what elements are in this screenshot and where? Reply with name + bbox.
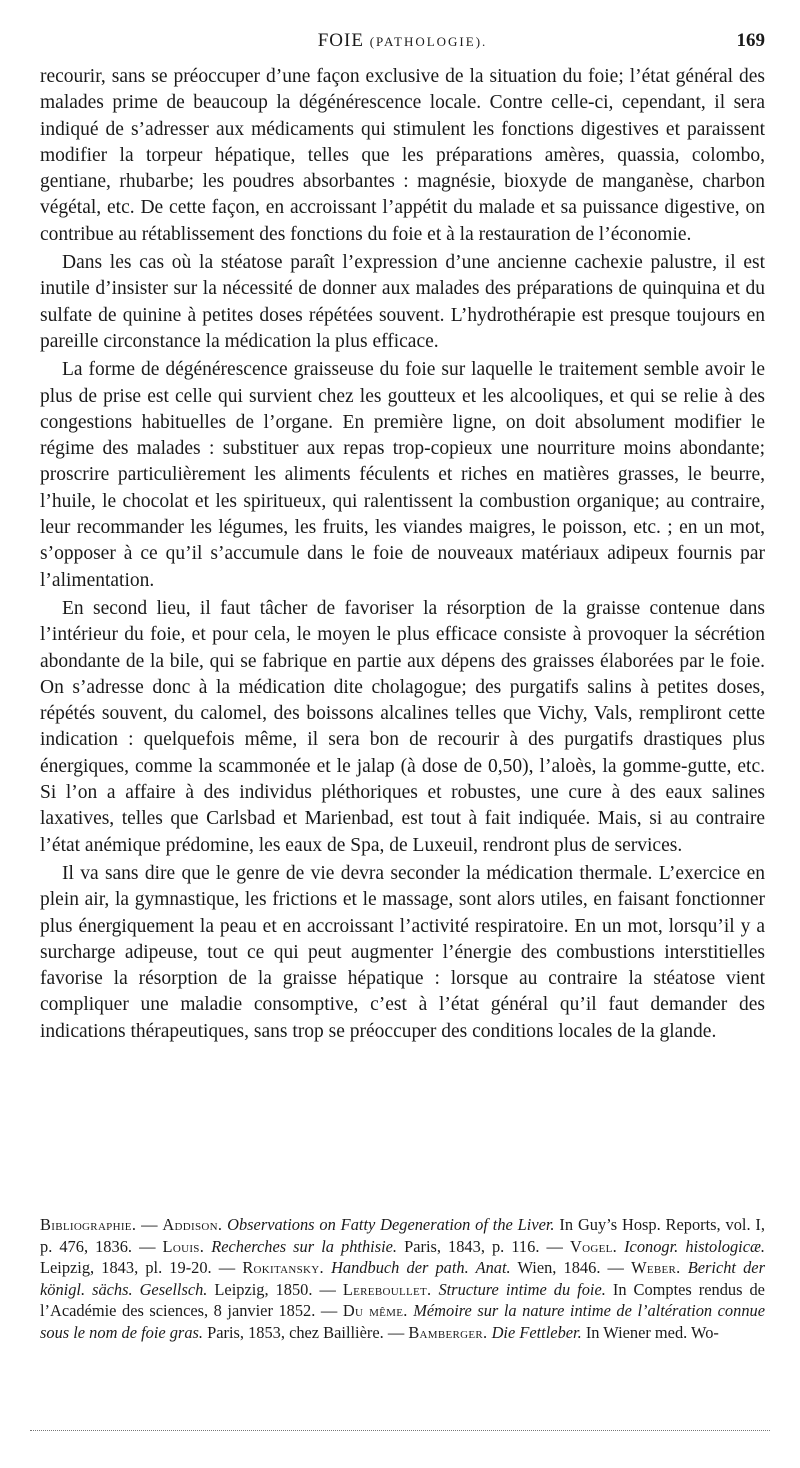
biblio-details: Leipzig, 1843, pl. 19-20. [40, 1258, 212, 1278]
main-text [40, 64, 765, 1045]
biblio-details: In Wiener med. Wo- [585, 1322, 719, 1342]
biblio-details: In Comptes rendus de l’Académie des sciences, 8 janvier 1852. [40, 1279, 765, 1321]
running-title-sub: (PATHOLOGIE). [369, 34, 488, 49]
paragraph: recourir, sans se préoccuper d’une façon exclusive de la situation du foie; l’état général des malades prime de beaucoup la dégénérescence locale. Contre celle-ci, cependant, il sera indiqué de s’adresser aux médicaments qui stimulent les fonctions digestives et paraissent modifier la torpeur hépatique, telles que les préparations amères, quassia, colombo, gentiane, rhubarbe; les poudres absorbantes : magnésie, bioxyde de manganèse, charbon végétal, etc. De cette façon, en accroissant l’appétit du malade et sa puissance digestive, on contribue au rétablissement des fonctions du foie et à la restauration de l’économie. [40, 66, 765, 245]
biblio-details: Leipzig, 1850. [214, 1279, 313, 1299]
footer-dotted-rule [30, 1430, 770, 1431]
biblio-author: Lereboullet. [342, 1279, 432, 1299]
biblio-author: Vogel. [569, 1236, 618, 1256]
biblio-author: Louis. [162, 1236, 205, 1256]
biblio-author: Addison. [162, 1215, 223, 1234]
biblio-title: Mémoire sur la nature intime de l’altération connue sous le nom de foie gras. [40, 1301, 765, 1342]
paragraph: En second lieu, il faut tâcher de favoriser la résorption de la graisse contenue dans l’intérieur du foie, et pour cela, le moyen le plus efficace consiste à provoquer la sécrétion abondante de la bile, qui se fabrique en partie aux dépens des graisses élaborées par le foie. On s’adresse donc à la médication dite cholagogue; des purgatifs salins à petites doses, répétés souvent, du calomel, des boissons alcalines telles que Vichy, Vals, rempliront cette indication : quelquefois même, il sera bon de recourir à des purgatifs drastiques plus énergiques, comme la scammonée et le jalap (à dose de 0,50), l’aloès, la gomme-gutte, etc. Si l’on a affaire à des individus pléthoriques et robustes, une cure à des eaux salines laxatives, telles que Carlsbad et Marienbad, est tout à fait indiquée. Mais, si au contraire l’état anémique prédomine, les eaux de Spa, de Luxeuil, rendront plus de services. [40, 597, 765, 856]
biblio-details: Paris, 1853, chez Baillière. [207, 1322, 384, 1342]
biblio-title: Die Fettleber. [491, 1322, 582, 1342]
biblio-author: Du même. [342, 1301, 408, 1321]
paragraph: Il va sans dire que le genre de vie devra seconder la médication thermale. L’exercice en plein air, la gymnastique, les frictions et le massage, sont alors utiles, en faisant fonctionner plus énergiquement la peau et en accroissant l’activité respiratoire. En un mot, lorsqu’il y a surcharge adipeuse, tout ce qui peut augmenter l’énergie des combustions interstitielles favorise la résorption de la graisse hépatique : lorsque au contraire la stéatose vient compliquer une maladie consomptive, c’est à l’état général qu’il faut demander des indications thérapeutiques, sans trop se préoccuper des conditions locales de la glande. [40, 862, 765, 1042]
running-title [40, 30, 765, 52]
paragraph: Dans les cas où la stéatose paraît l’expression d’une ancienne cachexie palustre, il est inutile d’insister sur la nécessité de donner aux malades des préparations de quinquina et du sulfate de quinine à petites doses répétées souvent. L’hydrothérapie est presque toujours en pareille circonstance la médication la plus efficace. [40, 252, 765, 352]
running-header [40, 30, 765, 58]
biblio-title: Observations on Fatty Degeneration of the Liver. [227, 1215, 555, 1234]
biblio-author: Rokitansky. [242, 1258, 324, 1278]
biblio-details: In Guy’s Hosp. Reports, vol. I, p. 476, 1836. [40, 1215, 765, 1256]
biblio-title: Bericht der königl. sächs. Gesellsch. [40, 1258, 765, 1299]
page-number: 169 [736, 30, 765, 51]
biblio-title: Handbuch der path. Anat. [331, 1258, 511, 1278]
biblio-details: Paris, 1843, p. 116. [404, 1236, 540, 1256]
bibliography-label: Bibliographie. [40, 1215, 137, 1234]
biblio-title: Iconogr. histologicæ. [624, 1236, 766, 1256]
biblio-title: Recherches sur la phthisie. [211, 1236, 398, 1256]
paragraph: La forme de dégénérescence graisseuse du foie sur laquelle le traitement semble avoir le plus de prise est celle qui survient chez les goutteux et les alcooliques, et qui se relie à des congestions habituelles de l’organe. En première ligne, on doit absolument modifier le régime des malades : substituer aux repas trop-copieux une nourriture moins abondante; proscrire particulièrement les aliments féculents et riches en matières grasses, le beurre, l’huile, le chocolat et les spiritueux, qui ralentissent la combustion organique; au contraire, leur recommander les légumes, les fruits, les viandes maigres, le poisson, etc. ; en un mot, s’opposer à ce qu’il s’accumule dans le foie de nouveaux matériaux adipeux fournis par l’alimentation. [40, 359, 765, 591]
running-title-main: FOIE [317, 30, 364, 51]
bibliography: Bibliographie. — Addison. Observations on Fatty Degeneration of the Liver. In Guy’s Hosp. Reports, vol. I, p. 476, 1836. — Louis. Recherches sur la phthisie. Paris, 1843, p. 116. — Vogel. Iconogr. histologicæ. Leipzig, 1843, pl. 19-20. — Rokitansky. Handbuch der path. Anat. Wien, 1846. — Weber. Bericht der königl. sächs. Gesellsch. Leipzig, 1850. — Lereboullet. Structure intime du foie. In Comptes rendus de l’Académie des sciences, 8 janvier 1852. — Du même. Mémoire sur la nature intime de l’altération connue sous le nom de foie gras. Paris, 1853, chez Baillière. — Bamberger. Die Fettleber. In Wiener med. Wo- [40, 1215, 766, 1342]
biblio-author: Weber. [631, 1258, 681, 1278]
biblio-title: Structure intime du foie. [438, 1279, 606, 1299]
biblio-author: Bamberger. [408, 1322, 488, 1342]
biblio-details: Wien, 1846. [517, 1258, 601, 1278]
